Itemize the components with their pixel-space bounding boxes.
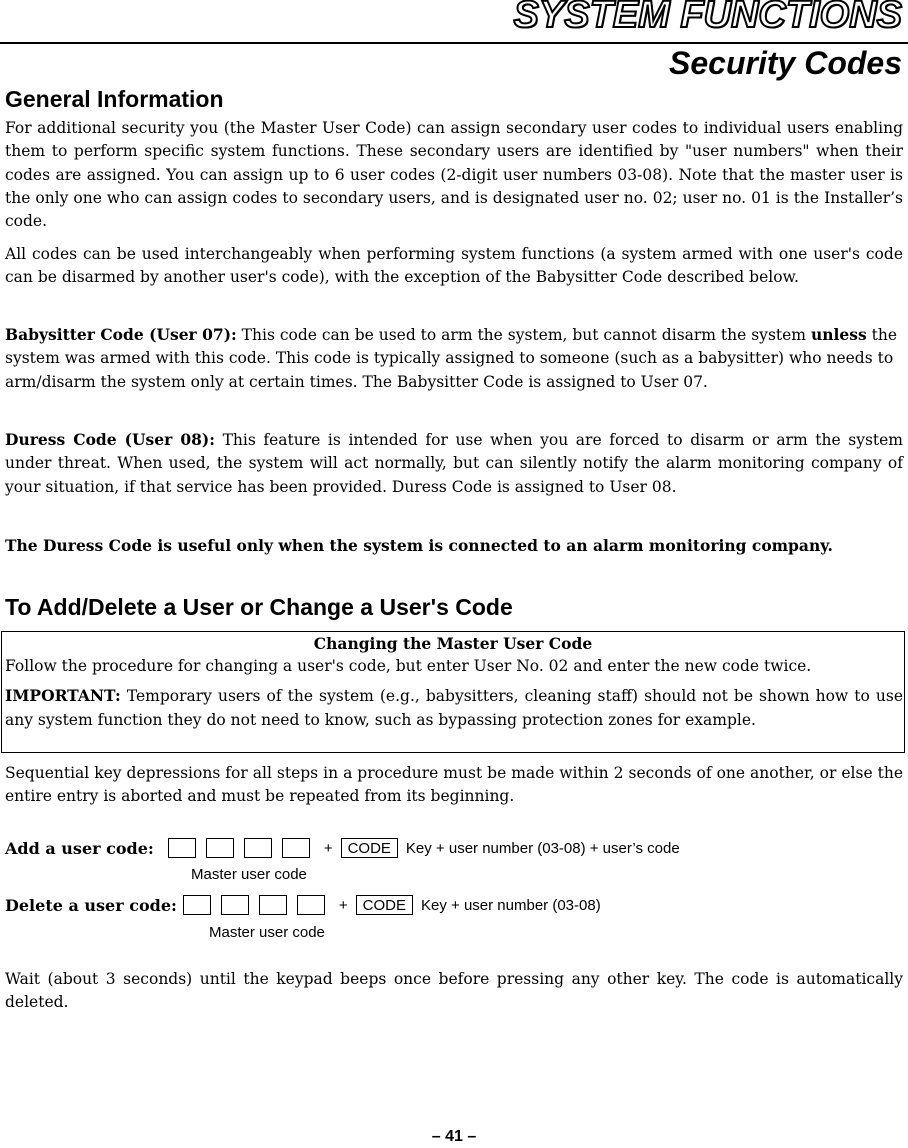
code-key: CODE [356,895,413,915]
master-code-box [1,631,905,753]
delete-code-label: Delete a user code: [5,895,177,915]
add-master-user-code-label: Master user code [191,866,307,883]
plus-sign: + [338,896,348,914]
digit-box [168,838,196,858]
important-text: Temporary users of the system (e.g., babysitters, cleaning staff) should not be shown how to use any system function they do not need to know, such as bypassing protection zones for example. [5,687,903,729]
babysitter-label: Babysitter Code (User 07): [5,325,237,344]
babysitter-text-1: This code can be used to arm the system, but cannot disarm the system [236,326,811,344]
add-delete-heading: To Add/Delete a User or Change a User's Code [5,594,513,620]
code-key: CODE [341,838,398,858]
duress-text: This feature is intended for use when you are forced to disarm or arm the system under threat. When used, the system will act normally, but can silently notify the alarm monitoring company of your situation, if that service has been provided. Duress Code is assigned to User 08. [5,431,904,496]
digit-box [244,838,272,858]
general-paragraph-1: For additional security you (the Master User Code) can assign secondary user codes to individual users enabling them to perform specific system functions. These secondary users are identified by "user numbers" when their codes are assigned. You can assign up to 6 user codes (2-digit user numbers 03-08). Note that the master user is the only one who can assign codes to secondary users, and is designated user no. 02; user no. 01 is the Installer’s code. [5,119,903,231]
add-key-text: Key + user number (03-08) + user’s code [405,839,680,857]
delete-key-text: Key + user number (03-08) [421,896,601,914]
babysitter-text-2: the system was armed with this code. This code is typically assigned to someone (such as a babysitter) who needs to arm/disarm the system only at certain times. The Babysitter Code is assigned to User 07. [5,326,897,391]
digit-box [183,895,211,915]
add-code-label: Add a user code: [5,838,154,858]
sequential-paragraph: Sequential key depressions for all steps in a procedure must be made within 2 seconds of one another, or else the entire entry is aborted and must be repeated from its beginning. [5,764,903,806]
duress-label: Duress Code (User 08): [5,430,215,449]
babysitter-unless: unless [810,325,867,344]
important-label: IMPORTANT: [5,686,121,706]
wait-paragraph: Wait (about 3 seconds) until the keypad beeps once before pressing any other key. The code is automatically deleted. [5,970,903,1012]
title-divider [0,42,908,44]
plus-sign: + [323,839,333,857]
digit-box [297,895,325,915]
digit-box [282,838,310,858]
digit-box [259,895,287,915]
add-code-row [5,835,680,861]
duress-paragraph [5,428,903,499]
important-paragraph [5,684,903,732]
duress-note: The Duress Code is useful only when the system is connected to an alarm monitoring company. [5,536,833,555]
box-paragraph-1: Follow the procedure for changing a user's code, but enter User No. 02 and enter the new code twice. [5,657,812,675]
page-title: SYSTEM FUNCTIONS [513,0,902,36]
delete-code-row [5,892,601,918]
delete-master-user-code-label: Master user code [209,924,325,941]
general-information-heading: General Information [5,86,224,112]
section-subtitle: Security Codes [669,45,902,81]
digit-box [206,838,234,858]
page-number: – 41 – [431,1128,477,1145]
digit-box [221,895,249,915]
box-title: Changing the Master User Code [313,634,593,653]
babysitter-paragraph [5,323,903,394]
general-paragraph-2: All codes can be used interchangeably when performing system functions (a system armed with one user's code can be disarmed by another user's code), with the exception of the Babysitter Code described below. [5,245,903,287]
